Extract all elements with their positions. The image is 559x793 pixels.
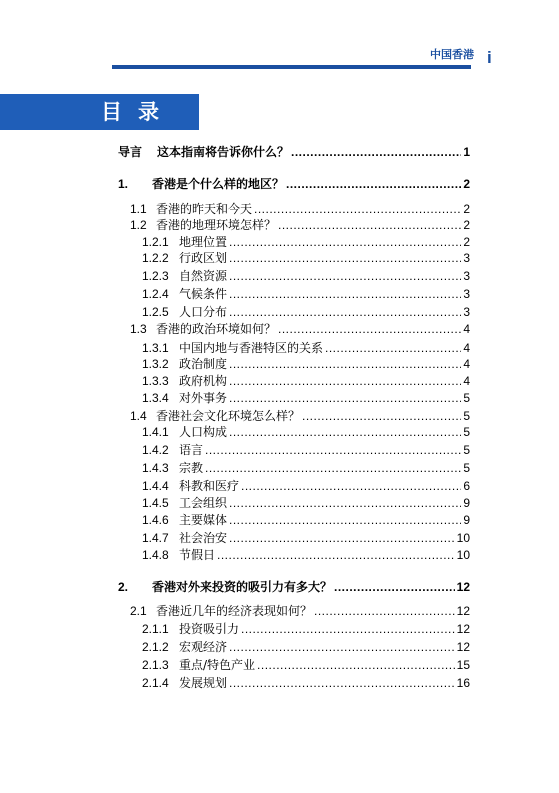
- toc-entry[interactable]: [142, 269, 470, 284]
- toc-entry-number: 2.1.1: [142, 622, 169, 636]
- toc-entry-label: 语言: [179, 443, 204, 457]
- toc-entry-page: 12: [456, 604, 470, 618]
- dot-leader: [278, 322, 461, 337]
- dot-leader: [229, 251, 461, 266]
- dot-leader: [334, 580, 455, 595]
- dot-leader: [257, 658, 455, 673]
- toc-entry-number: 1.4.7: [142, 531, 169, 545]
- dot-leader: [241, 479, 461, 494]
- dot-leader: [302, 409, 461, 424]
- toc-entry-number: 2.1.2: [142, 640, 169, 654]
- toc-entry-number: 1.4.2: [142, 443, 169, 457]
- dot-leader: [314, 604, 455, 619]
- toc-entry-page: 10: [456, 548, 470, 562]
- toc-entry-label: 自然资源: [179, 269, 228, 283]
- dot-leader: [229, 235, 461, 250]
- toc-entry[interactable]: [142, 531, 470, 546]
- toc-entry-page: 12: [456, 640, 470, 654]
- toc-entry-label: 香港的地理环境怎样？: [156, 218, 277, 232]
- toc-entry-page: 2: [463, 177, 470, 191]
- toc-entry[interactable]: [142, 548, 470, 563]
- toc-entry-label: 工会组织: [179, 496, 228, 510]
- toc-entry[interactable]: [142, 235, 470, 250]
- toc-entry-label: 香港对外来投资的吸引力有多大？: [152, 580, 333, 594]
- toc-entry[interactable]: [142, 357, 470, 372]
- page-number: i: [487, 48, 492, 67]
- toc-entry[interactable]: [142, 513, 470, 528]
- dot-leader: [229, 676, 455, 691]
- toc-entry-page: 3: [463, 287, 470, 301]
- toc-entry[interactable]: [142, 391, 470, 406]
- dot-leader: [205, 443, 461, 458]
- dot-leader: [229, 305, 461, 320]
- toc-entry[interactable]: [142, 305, 470, 320]
- toc-entry-number: 1.3: [130, 322, 147, 336]
- toc-entry[interactable]: [142, 461, 470, 476]
- toc-heading: 目录: [101, 100, 175, 124]
- toc-entry-label: 香港的政治环境如何？: [156, 322, 277, 336]
- toc-entry-label: 主要媒体: [179, 513, 228, 527]
- toc-entry-page: 2: [463, 235, 470, 249]
- toc-entry[interactable]: [142, 443, 470, 458]
- toc-entry-label: 社会治安: [179, 531, 228, 545]
- toc-entry-page: 4: [463, 322, 470, 336]
- toc-entry-page: 4: [463, 341, 470, 355]
- toc-entry-page: 10: [456, 531, 470, 545]
- toc-entry-label: 人口分布: [179, 305, 228, 319]
- toc-entry-page: 6: [463, 479, 470, 493]
- toc-entry-page: 12: [456, 622, 470, 636]
- dot-leader: [229, 269, 461, 284]
- toc-entry-page: 5: [463, 391, 470, 405]
- toc-entry-label: 宗教: [179, 461, 204, 475]
- toc-entry-page: 4: [463, 374, 470, 388]
- dot-leader: [325, 341, 461, 356]
- toc-entry[interactable]: [118, 145, 470, 160]
- toc-entry-number: 1.3.3: [142, 374, 169, 388]
- toc-entry[interactable]: [142, 251, 470, 266]
- toc-entry-label: 行政区划: [179, 251, 228, 265]
- toc-entry-page: 5: [463, 409, 470, 423]
- toc-entry-number: 1.2.5: [142, 305, 169, 319]
- toc-entry-number: 2.1.4: [142, 676, 169, 690]
- toc-entry-page: 3: [463, 269, 470, 283]
- toc-entry-page: 5: [463, 425, 470, 439]
- toc-entry[interactable]: [142, 640, 470, 655]
- toc-entry-number: 1.1: [130, 202, 147, 216]
- toc-entry[interactable]: [118, 580, 470, 595]
- toc-entry-number: 2.1.3: [142, 658, 169, 672]
- toc-entry[interactable]: [142, 425, 470, 440]
- toc-entry-page: 9: [463, 513, 470, 527]
- dot-leader: [229, 357, 461, 372]
- toc-entry[interactable]: [142, 676, 470, 691]
- toc-entry[interactable]: [142, 622, 470, 637]
- dot-leader: [229, 391, 461, 406]
- toc-entry-number: 1.2.2: [142, 251, 169, 265]
- toc-entry-number: 2.1: [130, 604, 147, 618]
- toc-entry-number: 1.4.3: [142, 461, 169, 475]
- toc-entry[interactable]: [118, 177, 470, 192]
- dot-leader: [278, 218, 461, 233]
- dot-leader: [229, 513, 461, 528]
- dot-leader: [205, 461, 461, 476]
- toc-entry-number: 导言: [118, 145, 143, 159]
- toc-entry-number: 1.4.4: [142, 479, 169, 493]
- toc-entry-number: 1.4.6: [142, 513, 169, 527]
- toc-entry-page: 2: [463, 202, 470, 216]
- toc-entry-number: 2.: [118, 580, 129, 594]
- toc-entry-label: 投资吸引力: [179, 622, 240, 636]
- toc-entry-label: 地理位置: [179, 235, 228, 249]
- toc-entry-number: 1.4.1: [142, 425, 169, 439]
- toc-entry-label: 人口构成: [179, 425, 228, 439]
- toc-entry-label: 香港近几年的经济表现如何？: [156, 604, 313, 618]
- dot-leader: [291, 145, 461, 160]
- toc-entry-number: 1.4: [130, 409, 147, 423]
- toc-entry[interactable]: [130, 604, 470, 619]
- toc-entry-label: 重点/特色产业: [179, 658, 256, 672]
- dot-leader: [217, 548, 455, 563]
- running-header-title: 中国香港: [430, 48, 474, 61]
- toc-entry[interactable]: [142, 496, 470, 511]
- toc-entry-number: 1.2.3: [142, 269, 169, 283]
- toc-entry-page: 2: [463, 218, 470, 232]
- toc-entry-number: 1.3.1: [142, 341, 169, 355]
- toc-entry-page: 4: [463, 357, 470, 371]
- toc-entry[interactable]: [130, 218, 470, 233]
- dot-leader: [229, 374, 461, 389]
- toc-entry-page: 9: [463, 496, 470, 510]
- dot-leader: [229, 425, 461, 440]
- toc-entry-page: 5: [463, 443, 470, 457]
- toc-entry-label: 发展规划: [179, 676, 228, 690]
- toc-entry-page: 3: [463, 305, 470, 319]
- toc-entry-page: 16: [456, 676, 470, 690]
- toc-entry-number: 1.2.4: [142, 287, 169, 301]
- toc-entry-label: 政治制度: [179, 357, 228, 371]
- toc-entry-label: 科教和医疗: [179, 479, 240, 493]
- toc-entry-label: 香港是个什么样的地区？: [152, 177, 285, 191]
- dot-leader: [229, 640, 455, 655]
- toc-entry-label: 节假日: [179, 548, 216, 562]
- toc-entry-label: 宏观经济: [179, 640, 228, 654]
- dot-leader: [286, 177, 461, 192]
- toc-entry-page: 15: [456, 658, 470, 672]
- toc-entry[interactable]: [142, 341, 470, 356]
- toc-entry-number: 1.3.4: [142, 391, 169, 405]
- toc-entry-page: 12: [456, 580, 470, 594]
- toc-entry[interactable]: [142, 287, 470, 302]
- toc-entry-number: 1.4.5: [142, 496, 169, 510]
- toc-entry-label: 政府机构: [179, 374, 228, 388]
- toc-entry-page: 1: [463, 145, 470, 159]
- toc-entry-label: 中国内地与香港特区的关系: [179, 341, 324, 355]
- toc-entry-label: 香港社会文化环境怎么样？: [156, 409, 301, 423]
- toc-entry-number: 1.3.2: [142, 357, 169, 371]
- toc-entry-number: 1.2: [130, 218, 147, 232]
- toc-entry[interactable]: [130, 202, 470, 217]
- toc-entry-number: 1.4.8: [142, 548, 169, 562]
- toc-entry-label: 香港的昨天和今天: [156, 202, 253, 216]
- dot-leader: [229, 287, 461, 302]
- toc-entry[interactable]: [142, 658, 470, 673]
- dot-leader: [229, 496, 461, 511]
- dot-leader: [241, 622, 455, 637]
- toc-entry[interactable]: [130, 409, 470, 424]
- toc-entry-label: 这本指南将告诉你什么？: [157, 145, 290, 159]
- toc-entry-number: 1.2.1: [142, 235, 169, 249]
- toc-entry-label: 气候条件: [179, 287, 228, 301]
- dot-leader: [254, 202, 461, 217]
- toc-entry[interactable]: [130, 322, 470, 337]
- toc-entry[interactable]: [142, 374, 470, 389]
- toc-entry[interactable]: [142, 479, 470, 494]
- toc-entry-number: 1.: [118, 177, 129, 191]
- toc-entry-page: 3: [463, 251, 470, 265]
- toc-entry-page: 5: [463, 461, 470, 475]
- toc-entry-label: 对外事务: [179, 391, 228, 405]
- dot-leader: [229, 531, 455, 546]
